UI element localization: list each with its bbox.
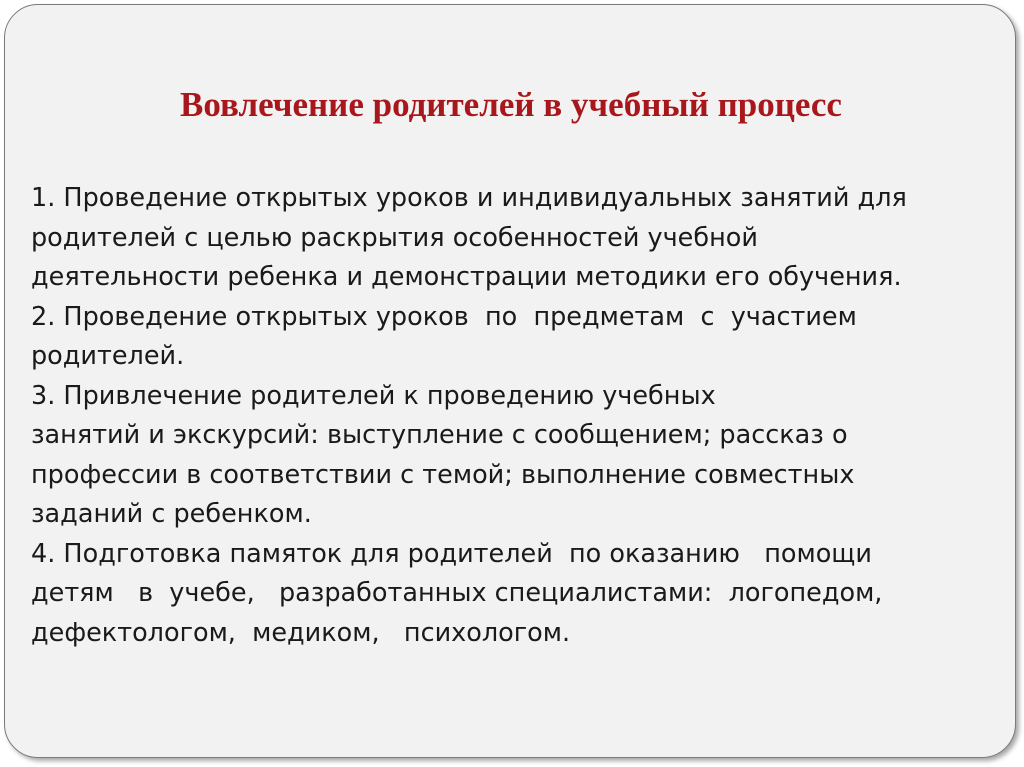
body-line-1: 1. Проведение открытых уроков и индивидуальных занятий для <box>31 183 907 213</box>
body-line-8: профессии в соответствии с темой; выполнение совместных <box>31 459 855 490</box>
body-line-5: родителей. <box>31 341 185 371</box>
body-line-12: дефектологом, медиком, психологом. <box>31 617 571 648</box>
body-line-4: 2. Проведение открытых уроков по предметам с участием <box>31 301 857 332</box>
slide-frame <box>4 4 1016 758</box>
body-line-3: деятельности ребенка и демонстрации методики его обучения. <box>31 262 902 292</box>
slide-body <box>31 179 991 653</box>
body-line-10: 4. Подготовка памяток для родителей по оказанию помощи <box>31 538 872 569</box>
body-line-11: детям в учебе, разработанных специалистами: логопедом, <box>31 578 883 608</box>
body-line-7: занятий и экскурсий: выступление с сообщением; рассказ о <box>31 420 848 450</box>
body-line-6: 3. Привлечение родителей к проведению учебных <box>31 380 716 411</box>
slide-title: Вовлечение родителей в учебный процесс <box>180 85 842 124</box>
body-line-9: заданий с ребенком. <box>31 499 312 529</box>
body-line-2: родителей с целью раскрытия особенностей учебной <box>31 222 758 253</box>
